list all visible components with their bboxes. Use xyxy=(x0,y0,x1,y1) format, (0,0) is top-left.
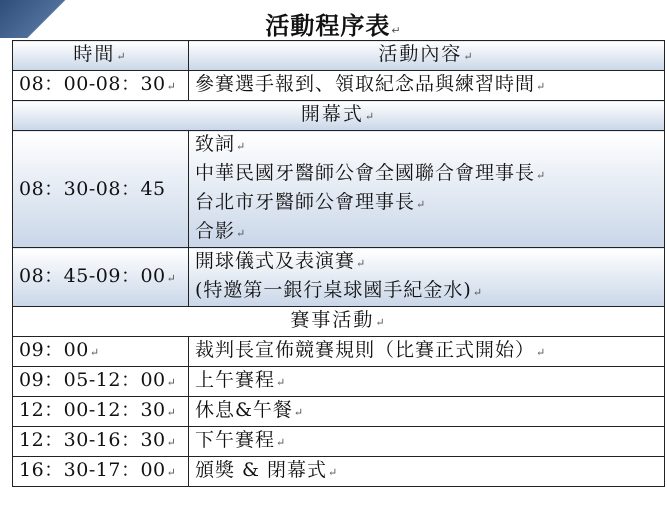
schedule-table xyxy=(12,40,665,487)
time-cell: 08：45-09：00↵ xyxy=(13,248,189,307)
table-row xyxy=(13,397,665,427)
section-title-opening: 開幕式↵ xyxy=(13,101,665,131)
table-header-row xyxy=(13,41,665,71)
time-cell: 12：30-16：30↵ xyxy=(13,427,189,457)
table-row xyxy=(13,71,665,101)
section-row-match xyxy=(13,307,665,337)
time-cell: 08：30-08：45 xyxy=(13,131,189,248)
title-area xyxy=(0,0,667,40)
table-row xyxy=(13,457,665,487)
section-row-opening xyxy=(13,101,665,131)
page-title: 活動程序表↵ xyxy=(265,12,402,40)
activity-cell: 頒獎 & 閉幕式↵ xyxy=(189,457,665,487)
time-cell: 12：00-12：30↵ xyxy=(13,397,189,427)
time-cell: 09：05-12：00↵ xyxy=(13,367,189,397)
time-cell: 16：30-17：00↵ xyxy=(13,457,189,487)
table-row xyxy=(13,427,665,457)
table-row xyxy=(13,367,665,397)
activity-cell xyxy=(189,131,665,248)
activity-cell: 參賽選手報到、領取紀念品與練習時間↵ xyxy=(189,71,665,101)
table-row xyxy=(13,248,665,307)
paragraph-mark-icon: ↵ xyxy=(391,24,402,37)
time-cell: 08：00-08：30↵ xyxy=(13,71,189,101)
activity-line: 開球儀式及表演賽↵ xyxy=(195,250,367,272)
activity-line: 中華民國牙醫師公會全國聯合會理事長↵ xyxy=(195,162,547,184)
table-row xyxy=(13,337,665,367)
activity-line: 致詞↵ xyxy=(195,133,247,155)
table-row xyxy=(13,131,665,248)
activity-cell: 上午賽程↵ xyxy=(189,367,665,397)
activity-cell xyxy=(189,248,665,307)
activity-line: 台北市牙醫師公會理事長↵ xyxy=(195,191,427,213)
activity-line: 合影↵ xyxy=(195,220,247,242)
time-cell: 09：00↵ xyxy=(13,337,189,367)
activity-line: (特邀第一銀行桌球國手紀金水)↵ xyxy=(195,279,484,301)
section-title-match: 賽事活動↵ xyxy=(13,307,665,337)
activity-cell: 下午賽程↵ xyxy=(189,427,665,457)
activity-cell: 休息&午餐↵ xyxy=(189,397,665,427)
header-time: 時間↵ xyxy=(13,41,189,71)
activity-cell: 裁判長宣佈競賽規則（比賽正式開始）↵ xyxy=(189,337,665,367)
header-content: 活動內容↵ xyxy=(189,41,665,71)
